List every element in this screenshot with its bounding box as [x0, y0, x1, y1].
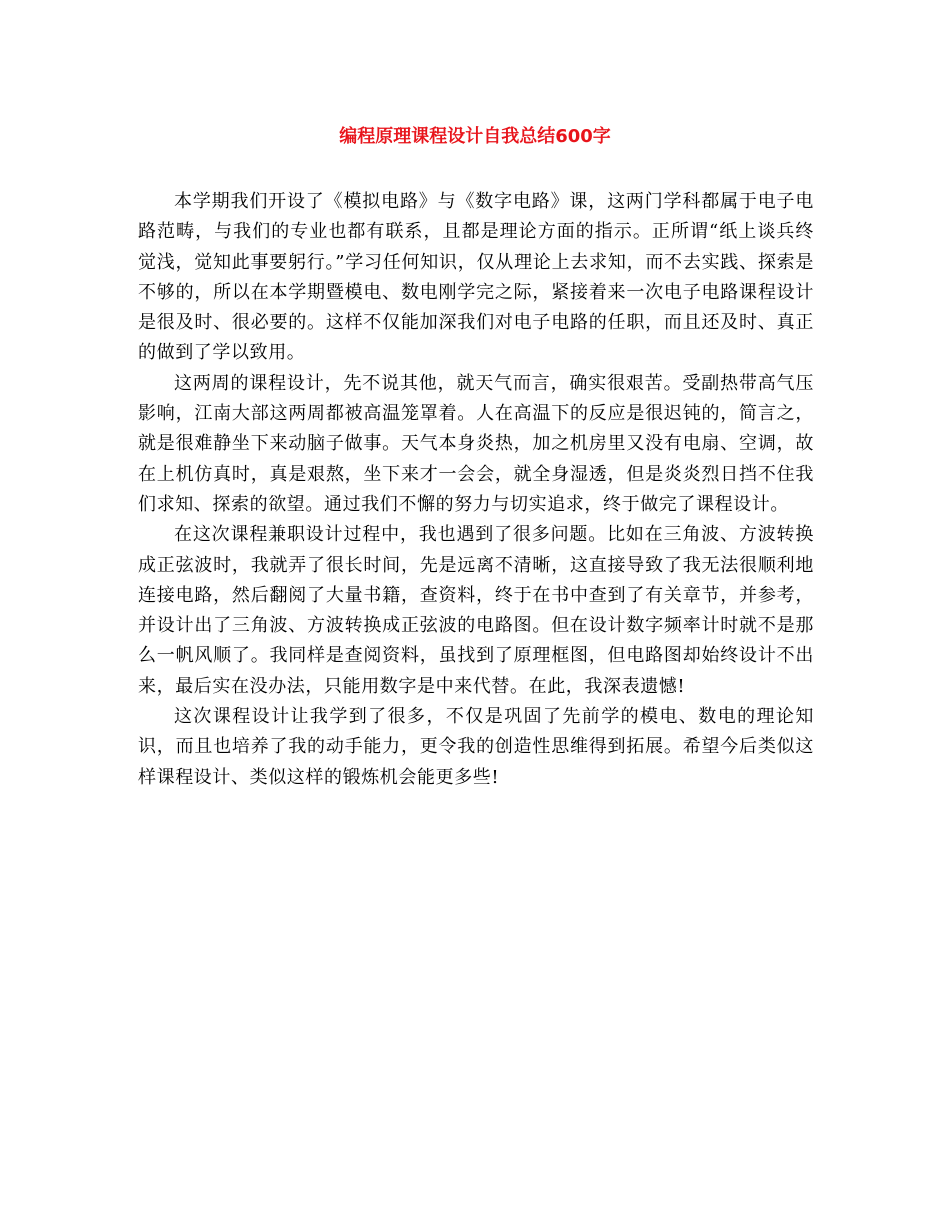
- document-title: 编程原理课程设计自我总结600字: [339, 126, 611, 147]
- paragraph: 这两周的课程设计，先不说其他，就天气而言，确实很艰苦。受副热带高气压影响，江南大部这两周都被高温笼罩着。人在高温下的反应是很迟钝的，简言之，就是很难静坐下来动脑子做事。天气本身炎热，加之机房里又没有电扇、空调，故在上机仿真时，真是艰熬，坐下来才一会会，就全身湿透，但是炎炎烈日挡不住我们求知、探索的欲望。通过我们不懈的努力与切实追求，终于做完了课程设计。: [138, 372, 814, 515]
- paragraph: 本学期我们开设了《模拟电路》与《数字电路》课，这两门学科都属于电子电路范畴，与我们的专业也都有联系，且都是理论方面的指示。正所谓“纸上谈兵终觉浅，觉知此事要躬行。”学习任何知识，仅从理论上去求知，而不去实践、探索是不够的，所以在本学期暨模电、数电刚学完之际，紧接着来一次电子电路课程设计是很及时、很必要的。这样不仅能加深我们对电子电路的任职，而且还及时、真正的做到了学以致用。: [138, 191, 814, 364]
- paragraph: 在这次课程兼职设计过程中，我也遇到了很多问题。比如在三角波、方波转换成正弦波时，我就弄了很长时间，先是远离不清晰，这直接导致了我无法很顺利地连接电路，然后翻阅了大量书籍，查资料，终于在书中查到了有关章节，并参考，并设计出了三角波、方波转换成正弦波的电路图。但在设计数字频率计时就不是那么一帆风顺了。我同样是查阅资料，虽找到了原理框图，但电路图却始终设计不出来，最后实在没办法，只能用数字是中来代替。在此，我深表遗憾!: [138, 524, 814, 697]
- paragraph: 这次课程设计让我学到了很多，不仅是巩固了先前学的模电、数电的理论知识，而且也培养了我的动手能力，更令我的创造性思维得到拓展。希望今后类似这样课程设计、类似这样的锻炼机会能更多些!: [138, 706, 814, 788]
- document-body: [138, 187, 814, 793]
